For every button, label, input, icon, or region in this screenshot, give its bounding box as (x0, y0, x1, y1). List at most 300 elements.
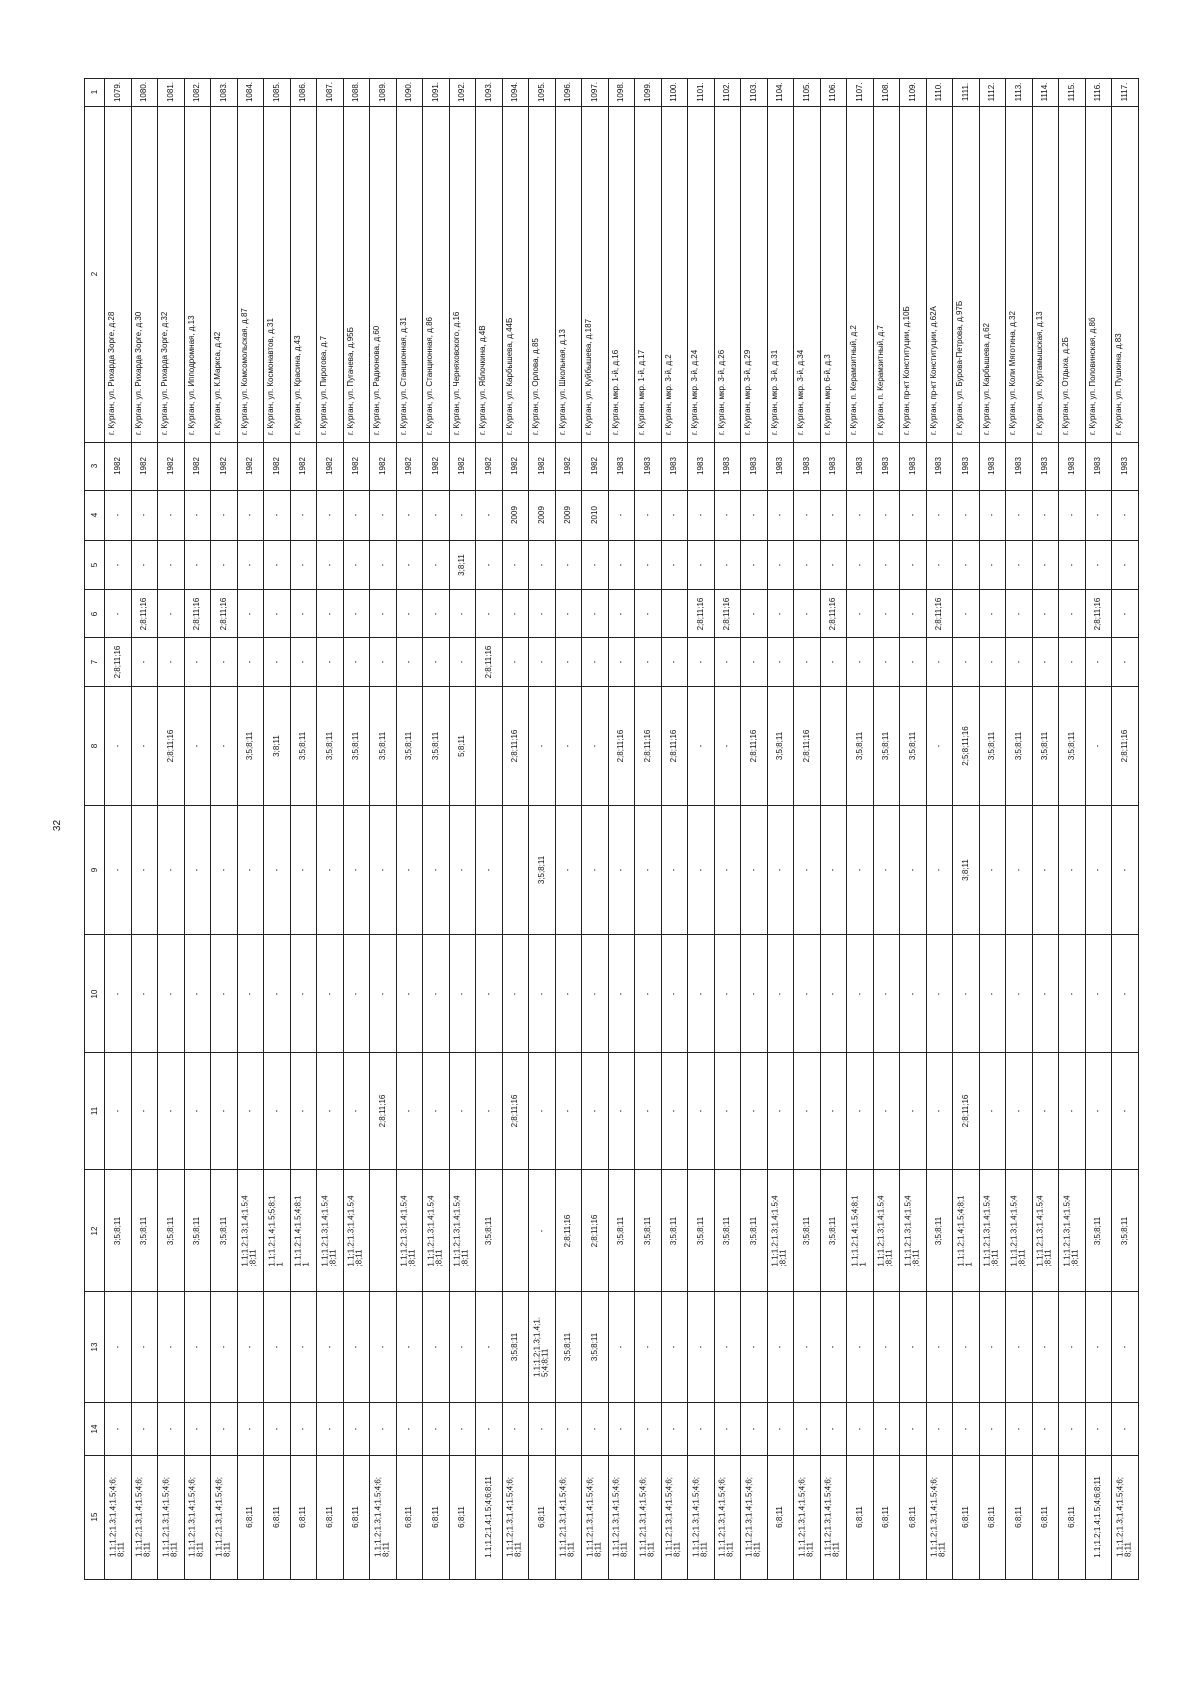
field-row (85, 491, 1139, 540)
table-cell (608, 442, 635, 490)
cell-text: - (934, 1345, 944, 1349)
table-cell (608, 1170, 635, 1292)
table-cell (741, 590, 768, 638)
cell-text: 1982 (245, 457, 255, 476)
table-cell (211, 1292, 238, 1403)
table-cell (529, 1402, 556, 1455)
table-cell (714, 1402, 741, 1455)
cell-text: - (642, 513, 652, 517)
table-cell (370, 1292, 397, 1403)
table-cell (264, 806, 291, 935)
table-cell (343, 1170, 370, 1292)
cell-text: - (722, 1345, 732, 1349)
table-cell (979, 638, 1006, 686)
cell-text: - (271, 513, 281, 517)
cell-text: - (722, 660, 732, 664)
table-cell (926, 686, 953, 806)
table-cell (529, 491, 556, 540)
table-cell (741, 540, 768, 589)
table-cell (237, 1455, 264, 1579)
table-cell (105, 806, 132, 935)
cell-text: 1.1;1.2;1.4;1.5;4;6;8;11 (1093, 1476, 1103, 1559)
table-cell (370, 106, 397, 442)
cell-text: - (298, 513, 308, 517)
cell-text: 2;8;11;16 (748, 729, 758, 763)
cell-text: - (1040, 612, 1050, 616)
cell-text: - (271, 1109, 281, 1113)
cell-text: 2;8;11;16 (377, 1094, 387, 1128)
cell-text: - (218, 563, 228, 567)
table-cell (105, 935, 132, 1052)
cell-text: - (271, 612, 281, 616)
table-cell (237, 1292, 264, 1403)
table-cell (1059, 442, 1086, 490)
cell-text: - (934, 563, 944, 567)
cell-text: 1096. (563, 82, 573, 103)
field-row (85, 79, 1139, 107)
cell-text: - (1066, 660, 1076, 664)
table-cell (396, 1455, 423, 1579)
table-cell (1059, 590, 1086, 638)
cell-text: 1091. (430, 82, 440, 103)
cell-text: 3;5;8;11 (801, 1216, 811, 1245)
cell-text: 1.1;1.2;1.3;1.4;1.5;4 ;8;11 (240, 1195, 259, 1267)
table-cell (396, 1402, 423, 1455)
table-cell (396, 79, 423, 107)
table-cell (714, 638, 741, 686)
table-cell (449, 686, 476, 806)
cell-text: 1112. (987, 82, 997, 102)
table-cell (264, 1292, 291, 1403)
table-cell (953, 106, 980, 442)
cell-text: 1082. (192, 82, 202, 103)
cell-text: 3;5;8;11 (430, 731, 440, 761)
table-cell (131, 442, 158, 490)
cell-text: г. Курган, ул. Пугачева, д.95Б (345, 327, 355, 436)
cell-text: 1097. (589, 82, 599, 103)
cell-text: 2;8;11;16 (589, 1214, 599, 1248)
cell-text: - (775, 1109, 785, 1113)
cell-text: - (404, 869, 414, 872)
table-cell (264, 79, 291, 107)
data-table (84, 78, 1139, 1580)
cell-text: - (245, 513, 255, 517)
column-header (85, 935, 105, 1052)
table-cell (661, 935, 688, 1052)
table-cell (1085, 590, 1112, 638)
table-cell (1085, 442, 1112, 490)
table-cell (873, 806, 900, 935)
table-cell (396, 1170, 423, 1292)
cell-text: - (430, 1427, 440, 1430)
table-cell (608, 79, 635, 107)
table-cell (794, 1170, 821, 1292)
cell-text: - (510, 660, 520, 664)
cell-text: - (589, 992, 599, 995)
cell-text: - (669, 563, 679, 567)
field-row (85, 106, 1139, 442)
cell-text: - (377, 992, 387, 995)
column-header (85, 806, 105, 935)
cell-text: - (801, 513, 811, 517)
cell-text: 1982 (324, 457, 334, 476)
cell-text: 2;8;11;16 (483, 645, 493, 679)
cell-text: 1098. (616, 82, 626, 103)
cell-text: 1.1;1.2;1.3;1.4;1.5;4;6; 8;11 (373, 1477, 391, 1558)
cell-text: 14 (89, 1424, 99, 1434)
cell-text: - (457, 992, 467, 995)
cell-text: 1117. (1119, 82, 1129, 102)
cell-text: г. Курган, пр-кт Конституции, д.10Б (902, 306, 911, 436)
table-cell (317, 590, 344, 638)
cell-text: - (404, 563, 414, 567)
cell-text: 1107. (854, 82, 864, 103)
table-cell (529, 1292, 556, 1403)
cell-text: г. Курган, ул. Станционная, д.31 (398, 317, 408, 436)
cell-text: - (430, 612, 440, 616)
cell-text: - (457, 660, 467, 664)
cell-text: - (854, 869, 864, 872)
table-cell (714, 540, 741, 589)
cell-text: 3;5;8;11 (722, 1216, 732, 1245)
cell-text: - (589, 869, 599, 872)
cell-text: 1.1;1.2;1.3;1.4;1. 5;4;8;11 (532, 1316, 550, 1377)
cell-text: 1080. (139, 82, 149, 103)
field-row (85, 1170, 1139, 1292)
cell-text: 2;8;11;16 (669, 729, 679, 763)
cell-text: 1088. (351, 82, 361, 103)
cell-text: 1982 (139, 457, 149, 476)
table-cell (1032, 686, 1059, 806)
table-cell (529, 1455, 556, 1579)
table-cell (529, 1052, 556, 1169)
cell-text: - (139, 869, 149, 872)
table-cell (290, 491, 317, 540)
table-cell (926, 1170, 953, 1292)
table-cell (1059, 540, 1086, 589)
table-cell (423, 106, 450, 442)
cell-text: - (430, 992, 440, 995)
table-cell (767, 79, 794, 107)
table-cell (847, 1402, 874, 1455)
table-cell (1032, 1292, 1059, 1403)
field-row (85, 1052, 1139, 1169)
table-cell (396, 638, 423, 686)
table-cell (237, 1052, 264, 1169)
cell-text: 1105. (801, 82, 811, 103)
table-cell (290, 1292, 317, 1403)
table-cell (555, 540, 582, 589)
cell-text: - (298, 869, 308, 872)
table-cell (767, 638, 794, 686)
table-cell (608, 1402, 635, 1455)
cell-text: - (112, 744, 122, 748)
table-cell (105, 590, 132, 638)
table-cell (635, 106, 662, 442)
cell-text: 6;8;11 (245, 1506, 255, 1529)
table-cell (900, 1052, 927, 1169)
table-cell (555, 442, 582, 490)
field-row (85, 1402, 1139, 1455)
table-cell (211, 590, 238, 638)
table-cell (290, 686, 317, 806)
cell-text: - (483, 869, 493, 872)
table-cell (184, 806, 211, 935)
cell-text: 1.1;1.2;1.3;1.4;1.5;4 ;8;11 (426, 1195, 444, 1267)
cell-text: - (430, 1109, 440, 1113)
cell-text: - (165, 869, 175, 872)
cell-text: - (139, 744, 149, 748)
table-cell (396, 1052, 423, 1169)
cell-text: - (112, 1345, 122, 1349)
table-cell (370, 935, 397, 1052)
cell-text: - (218, 992, 228, 995)
table-cell (714, 79, 741, 107)
table-cell (158, 1292, 185, 1403)
table-cell (741, 79, 768, 107)
table-cell (661, 686, 688, 806)
table-cell (794, 1402, 821, 1455)
cell-text: г. Курган, ул. Космонавтов, д.31 (266, 318, 275, 436)
cell-text: г. Курган, мкр. 3-й, д.31 (769, 349, 779, 436)
cell-text: 3;5;8;11 (165, 1216, 175, 1245)
table-cell (979, 442, 1006, 490)
table-cell (1032, 442, 1059, 490)
cell-text: 3;5;8;11 (1040, 731, 1050, 761)
cell-text: 1983 (828, 457, 838, 476)
cell-text: 3;5;8;11 (616, 1216, 626, 1245)
table-cell (1085, 491, 1112, 540)
cell-text: г. Курган, ул. Ипподромная, д.13 (186, 315, 196, 436)
table-cell (794, 106, 821, 442)
table-cell (290, 1455, 317, 1579)
cell-text: - (775, 1427, 785, 1430)
table-cell (131, 935, 158, 1052)
table-cell (370, 491, 397, 540)
cell-text: 2009 (563, 506, 573, 525)
table-cell (847, 1292, 874, 1403)
cell-text: - (616, 992, 626, 995)
column-header (85, 638, 105, 686)
table-cell (237, 491, 264, 540)
cell-text: 6;8;11 (1040, 1506, 1050, 1529)
table-cell (661, 540, 688, 589)
cell-text: - (695, 1427, 705, 1430)
table-cell (794, 590, 821, 638)
table-cell (767, 442, 794, 490)
column-header (85, 1292, 105, 1403)
table-cell (953, 1455, 980, 1579)
cell-text: 6;8;11 (298, 1506, 308, 1529)
cell-text: 8 (89, 743, 99, 749)
cell-text: 3;8;11 (271, 735, 281, 757)
cell-text: - (987, 869, 997, 872)
table-cell (688, 1292, 715, 1403)
table-cell (1006, 686, 1033, 806)
cell-text: - (907, 1109, 917, 1113)
table-cell (211, 540, 238, 589)
cell-text: - (351, 612, 361, 616)
cell-text: 1983 (987, 457, 997, 476)
cell-text: - (404, 513, 414, 517)
cell-text: 1982 (457, 457, 467, 476)
table-cell (184, 491, 211, 540)
cell-text: - (457, 612, 467, 616)
table-cell (211, 79, 238, 107)
cell-text: 1.1;1.2;1.3;1.4;1.5;4 ;8;11 (346, 1195, 365, 1267)
table-cell (714, 935, 741, 1052)
table-cell (529, 806, 556, 935)
cell-text: - (1119, 992, 1129, 995)
cell-text: - (563, 744, 573, 748)
cell-text: - (828, 563, 838, 567)
table-cell (449, 491, 476, 540)
table-cell (1006, 540, 1033, 589)
table-cell (794, 1455, 821, 1579)
table-cell (820, 935, 847, 1052)
cell-text: - (351, 513, 361, 517)
table-cell (1006, 1052, 1033, 1169)
cell-text: 6;8;11 (775, 1506, 785, 1529)
cell-text: 5;8;11 (457, 735, 467, 757)
cell-text: - (245, 992, 255, 995)
table-cell (1032, 79, 1059, 107)
cell-text: - (828, 1345, 838, 1349)
cell-text: - (271, 869, 281, 872)
table-cell (1112, 1052, 1139, 1169)
table-cell (608, 686, 635, 806)
cell-text: - (563, 563, 573, 567)
table-cell (953, 540, 980, 589)
table-cell (131, 806, 158, 935)
table-cell (131, 1292, 158, 1403)
cell-text: 1.1;1.2;1.3;1.4;1.5;4;6; 8;11 (214, 1477, 232, 1558)
table-cell (767, 491, 794, 540)
table-cell (582, 686, 609, 806)
table-cell (237, 638, 264, 686)
table-cell (767, 935, 794, 1052)
table-cell (953, 590, 980, 638)
cell-text: - (1040, 660, 1050, 664)
table-cell (502, 491, 529, 540)
table-cell (1112, 686, 1139, 806)
table-cell (423, 806, 450, 935)
table-cell (582, 540, 609, 589)
table-cell (1059, 1292, 1086, 1403)
cell-text: г. Курган, ул. Куйбышева, д.187 (584, 319, 593, 436)
table-cell (529, 638, 556, 686)
column-header (85, 686, 105, 806)
table-cell (900, 1402, 927, 1455)
cell-text: - (881, 660, 891, 664)
table-cell (900, 806, 927, 935)
cell-text: - (1119, 513, 1129, 517)
cell-text: - (1066, 1345, 1076, 1349)
table-cell (211, 1170, 238, 1292)
table-cell (847, 1052, 874, 1169)
cell-text: - (218, 513, 228, 517)
table-cell (449, 540, 476, 589)
cell-text: - (112, 1109, 122, 1113)
cell-text: 1079. (112, 82, 122, 103)
table-cell (661, 1170, 688, 1292)
cell-text: г. Курган, ул. Пирогова, д.7 (319, 335, 328, 436)
cell-text: - (536, 744, 546, 748)
cell-text: - (1119, 1109, 1129, 1113)
table-cell (290, 1170, 317, 1292)
cell-text: - (351, 660, 361, 664)
table-cell (926, 1402, 953, 1455)
table-cell (131, 1455, 158, 1579)
field-row (85, 590, 1139, 638)
cell-text: - (1093, 744, 1103, 748)
table-cell (1032, 491, 1059, 540)
table-cell (529, 79, 556, 107)
cell-text: - (430, 869, 440, 872)
cell-text: - (669, 1109, 679, 1113)
cell-text: - (1013, 612, 1023, 616)
table-cell (423, 79, 450, 107)
cell-text: - (801, 1109, 811, 1113)
cell-text: 2;8;11;16 (934, 597, 944, 631)
table-cell (290, 638, 317, 686)
cell-text: 3;8;11 (960, 859, 970, 882)
table-cell (661, 1292, 688, 1403)
cell-text: - (510, 612, 520, 616)
table-cell (979, 106, 1006, 442)
table-cell (555, 935, 582, 1052)
table-cell (767, 1402, 794, 1455)
cell-text: - (854, 1427, 864, 1430)
table-cell (873, 1455, 900, 1579)
table-cell (953, 79, 980, 107)
cell-text: - (271, 660, 281, 664)
cell-text: 1087. (324, 82, 334, 103)
cell-text: 1983 (934, 457, 944, 476)
table-cell (502, 1170, 529, 1292)
table-cell (370, 686, 397, 806)
cell-text: 11 (89, 1106, 99, 1116)
cell-text: 6;8;11 (351, 1506, 361, 1529)
table-cell (953, 686, 980, 806)
cell-text: - (854, 660, 864, 664)
table-cell (476, 1455, 503, 1579)
table-cell (635, 590, 662, 638)
cell-text: - (192, 660, 202, 664)
table-cell (1085, 1292, 1112, 1403)
table-cell (158, 1402, 185, 1455)
cell-text: - (881, 1427, 891, 1430)
cell-text: 1982 (377, 457, 387, 476)
table-cell (714, 806, 741, 935)
table-cell (1112, 935, 1139, 1052)
cell-text: 1982 (165, 457, 175, 476)
table-cell (1085, 1402, 1112, 1455)
table-cell (317, 638, 344, 686)
cell-text: - (801, 992, 811, 995)
table-cell (476, 590, 503, 638)
cell-text: 1103. (748, 82, 758, 103)
cell-text: г. Курган, ул. К.Маркса, д.42 (213, 331, 222, 436)
cell-text: - (1093, 1345, 1103, 1349)
table-cell (264, 638, 291, 686)
cell-text: - (960, 612, 970, 616)
table-cell (979, 79, 1006, 107)
cell-text: - (1093, 563, 1103, 567)
cell-text: 1982 (430, 457, 440, 476)
table-cell (237, 1402, 264, 1455)
table-cell (714, 590, 741, 638)
